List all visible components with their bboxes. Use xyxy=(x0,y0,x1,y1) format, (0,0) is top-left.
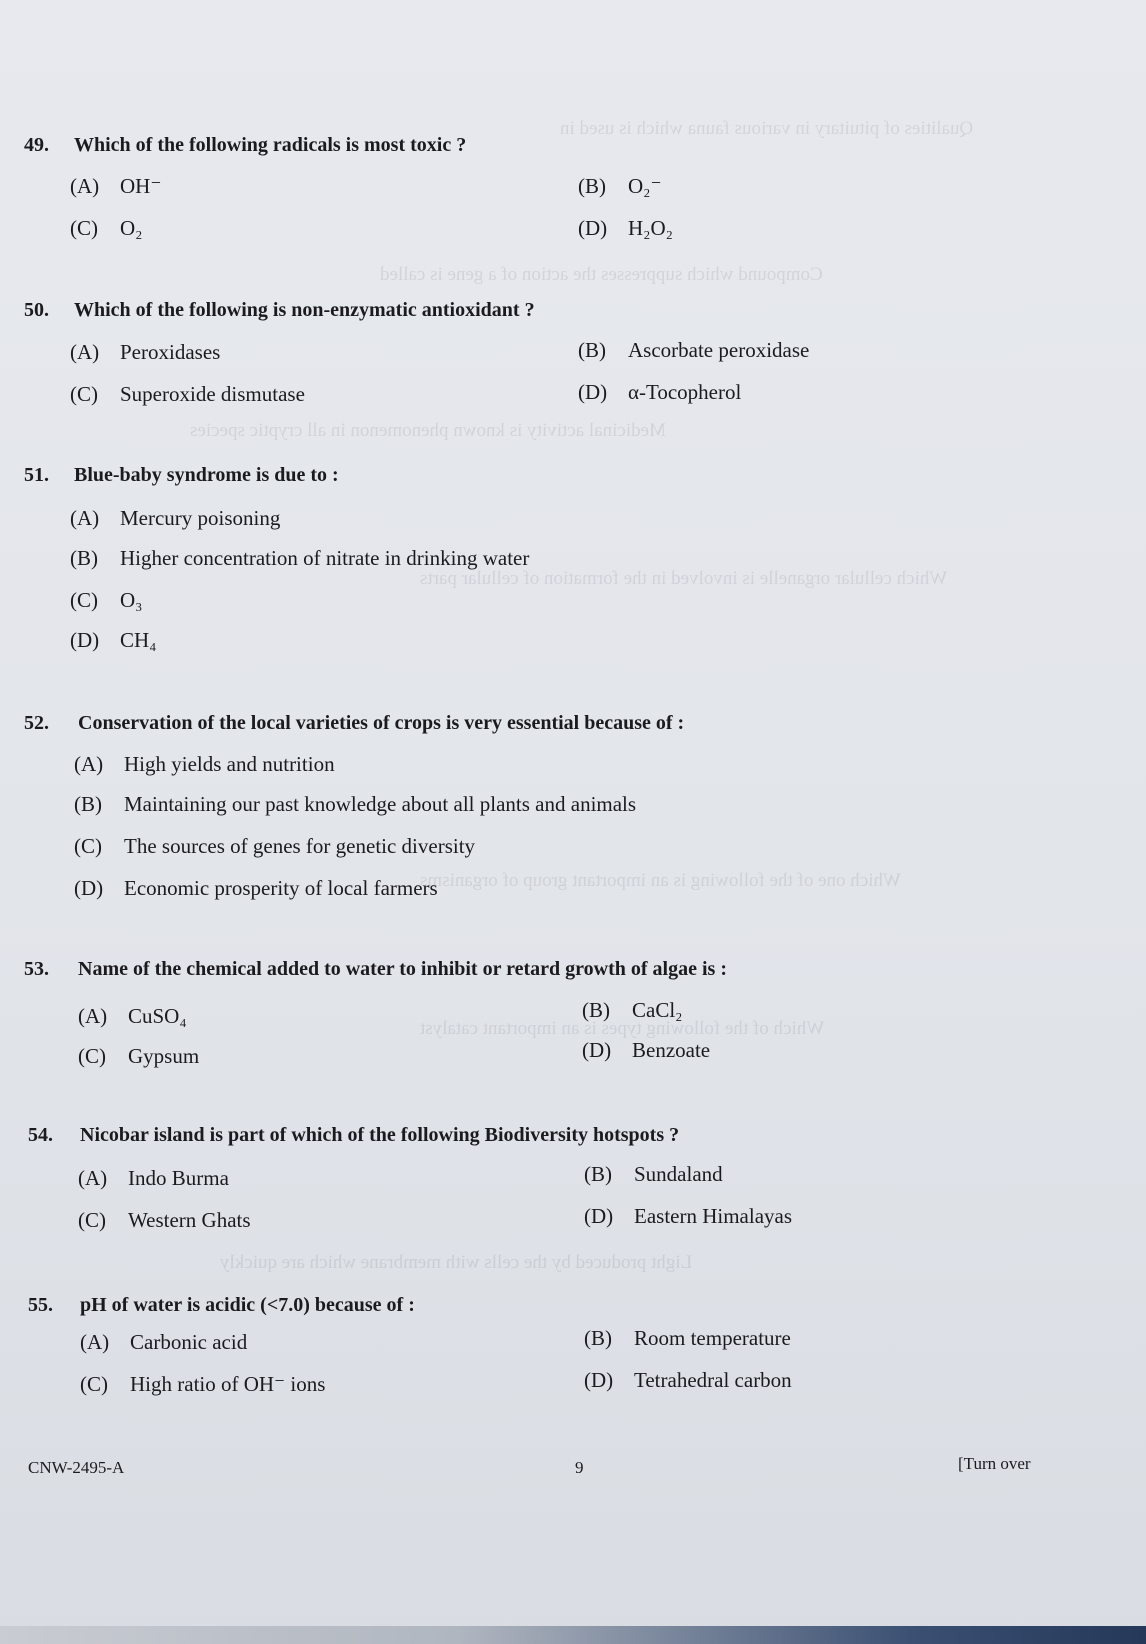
option-c xyxy=(74,834,475,859)
option-text: Room temperature xyxy=(634,1326,791,1350)
question-text: Name of the chemical added to water to inhibit or retard growth of algae is : xyxy=(78,958,727,980)
option-d xyxy=(584,1204,792,1229)
option-text: Peroxidases xyxy=(120,340,221,364)
option-text: CaCl₂ xyxy=(632,998,683,1022)
option-label: (A) xyxy=(78,1004,108,1028)
bleed-through-decoration: Medicinal activity is known phenomenon in all cryptic species xyxy=(190,420,666,441)
bleed-through-decoration: Which cellular organelle is involved in the formation of cellular parts xyxy=(420,568,948,589)
question-number: 54. xyxy=(28,1124,53,1146)
bleed-through-decoration: Which of the following types is an important catalyst xyxy=(420,1018,825,1039)
option-label: (D) xyxy=(70,628,100,652)
option-b xyxy=(584,1162,723,1187)
option-label: (D) xyxy=(578,380,608,404)
turn-over-note: [Turn over xyxy=(958,1454,1031,1473)
option-c xyxy=(70,216,143,241)
option-label: (D) xyxy=(584,1368,614,1392)
bleed-through-decoration: Which one of the following is an important group of organisms xyxy=(420,870,901,891)
question-number: 49. xyxy=(24,134,49,156)
option-d xyxy=(582,1038,710,1063)
option-d xyxy=(74,876,438,901)
option-a xyxy=(78,1004,187,1029)
option-label: (C) xyxy=(74,834,102,858)
bleed-through-decoration: Compound which suppresses the action of a gene is called xyxy=(380,264,823,285)
option-text: O₂⁻ xyxy=(628,174,662,198)
booklet-code: CNW-2495-A xyxy=(28,1458,125,1477)
option-text: Mercury poisoning xyxy=(120,506,281,530)
question-text: Nicobar island is part of which of the following Biodiversity hotspots ? xyxy=(80,1124,680,1146)
bleed-through-decoration: Light produced by the cells with membrane which are quickly xyxy=(220,1252,693,1273)
option-label: (B) xyxy=(74,792,102,816)
option-text: H₂O₂ xyxy=(628,216,673,240)
question-number: 52. xyxy=(24,712,49,734)
option-text: Tetrahedral carbon xyxy=(634,1368,792,1392)
option-label: (C) xyxy=(70,216,98,240)
option-text: Economic prosperity of local farmers xyxy=(124,876,438,900)
option-label: (A) xyxy=(78,1166,108,1190)
option-text: CuSO₄ xyxy=(128,1004,187,1028)
question-number: 50. xyxy=(24,299,49,321)
option-text: CH₄ xyxy=(120,628,157,652)
option-text: High ratio of OH⁻ ions xyxy=(130,1372,326,1396)
question-text: Which of the following radicals is most toxic ? xyxy=(74,134,467,156)
option-label: (D) xyxy=(578,216,608,240)
option-a xyxy=(80,1330,247,1355)
option-b xyxy=(74,792,636,817)
option-label: (A) xyxy=(74,752,104,776)
option-d xyxy=(578,216,673,241)
option-c xyxy=(80,1372,325,1397)
option-a xyxy=(70,174,161,199)
scan-edge-decoration xyxy=(0,1626,1146,1644)
question-text: Which of the following is non-enzymatic antioxidant ? xyxy=(74,299,535,321)
option-a xyxy=(70,340,220,365)
option-d xyxy=(584,1368,792,1393)
option-label: (C) xyxy=(78,1208,106,1232)
option-text: Superoxide dismutase xyxy=(120,382,305,406)
option-label: (B) xyxy=(578,338,606,362)
option-a xyxy=(70,506,280,531)
option-b xyxy=(582,998,683,1023)
question-number: 55. xyxy=(28,1294,53,1316)
option-label: (A) xyxy=(70,340,100,364)
option-label: (B) xyxy=(582,998,610,1022)
option-label: (B) xyxy=(578,174,606,198)
option-b xyxy=(578,174,662,199)
option-label: (D) xyxy=(582,1038,612,1062)
option-b xyxy=(584,1326,791,1351)
question-number: 53. xyxy=(24,958,49,980)
option-a xyxy=(74,752,335,777)
option-label: (D) xyxy=(74,876,104,900)
option-text: Benzoate xyxy=(632,1038,711,1062)
option-d xyxy=(70,628,157,653)
option-text: Carbonic acid xyxy=(130,1330,248,1354)
option-d xyxy=(578,380,741,405)
question-text: Conservation of the local varieties of crops is very essential because of : xyxy=(78,712,685,734)
option-label: (C) xyxy=(78,1044,106,1068)
option-b xyxy=(578,338,809,363)
option-text: Gypsum xyxy=(128,1044,200,1068)
option-a xyxy=(78,1166,229,1191)
question-text: Blue-baby syndrome is due to : xyxy=(74,464,339,486)
question-number: 51. xyxy=(24,464,49,486)
option-text: O₂ xyxy=(120,216,143,240)
option-c xyxy=(70,588,143,613)
question-text: pH of water is acidic (<7.0) because of : xyxy=(80,1294,415,1316)
option-text: The sources of genes for genetic diversity xyxy=(124,834,476,858)
option-c xyxy=(70,382,305,407)
option-label: (A) xyxy=(70,506,100,530)
option-label: (C) xyxy=(70,382,98,406)
option-label: (D) xyxy=(584,1204,614,1228)
bleed-through-decoration: Qualities of pituitary in various fauna which is used in xyxy=(560,118,974,139)
page-number: 9 xyxy=(575,1458,584,1477)
option-text: Ascorbate peroxidase xyxy=(628,338,810,362)
option-text: O₃ xyxy=(120,588,143,612)
option-text: Sundaland xyxy=(634,1162,723,1186)
option-label: (B) xyxy=(70,546,98,570)
option-text: OH⁻ xyxy=(120,174,162,198)
option-label: (A) xyxy=(80,1330,110,1354)
option-label: (B) xyxy=(584,1326,612,1350)
option-c xyxy=(78,1208,251,1233)
option-label: (C) xyxy=(70,588,98,612)
option-label: (B) xyxy=(584,1162,612,1186)
option-text: Indo Burma xyxy=(128,1166,229,1190)
option-label: (C) xyxy=(80,1372,108,1396)
option-label: (A) xyxy=(70,174,100,198)
option-text: Eastern Himalayas xyxy=(634,1204,793,1228)
option-c xyxy=(78,1044,199,1069)
option-text: High yields and nutrition xyxy=(124,752,335,776)
option-text: Maintaining our past knowledge about all plants and animals xyxy=(124,792,637,816)
option-text: α-Tocopherol xyxy=(628,380,742,404)
option-text: Higher concentration of nitrate in drinking water xyxy=(120,546,530,570)
option-b xyxy=(70,546,529,571)
option-text: Western Ghats xyxy=(128,1208,251,1232)
